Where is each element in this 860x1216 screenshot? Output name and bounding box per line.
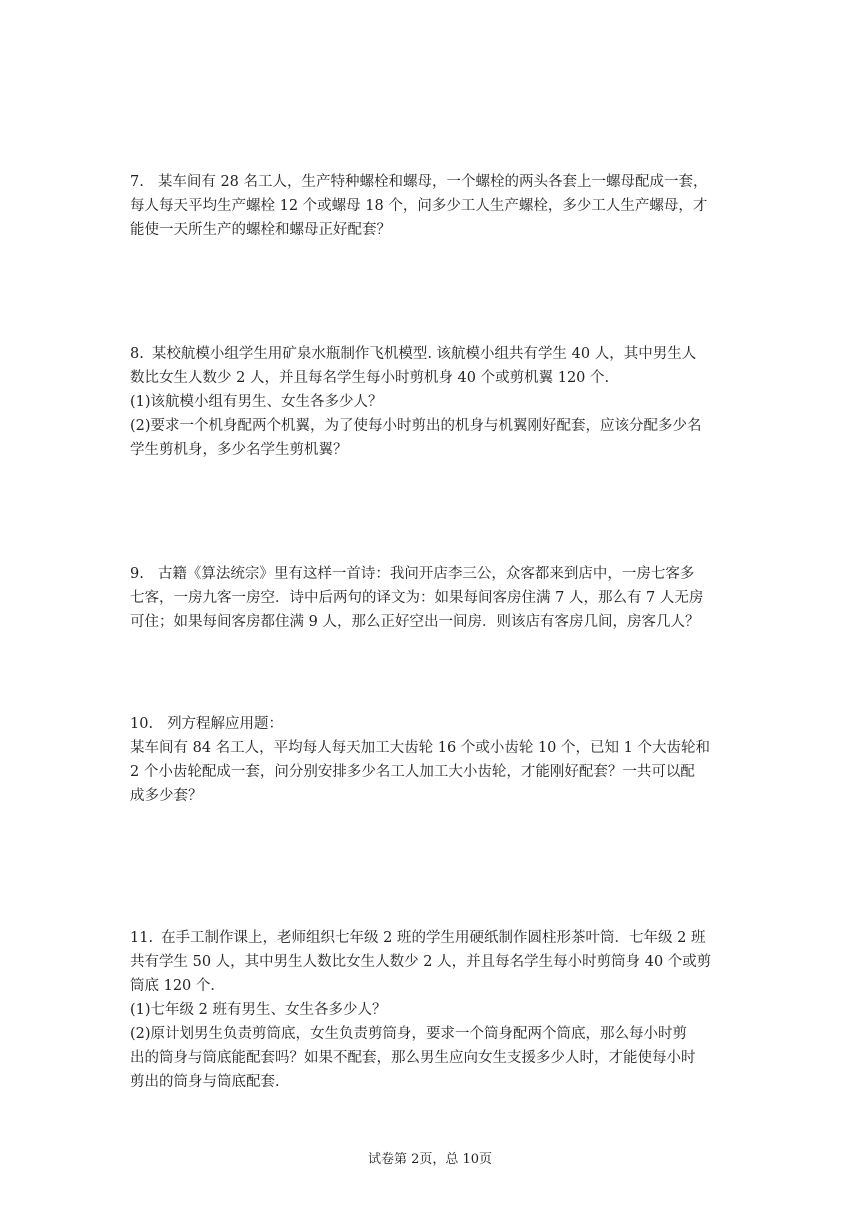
- problem-10-line-3: 2 个小齿轮配成一套，问分别安排多少名工人加工大小齿轮，才能刚好配套？一共可以配: [130, 764, 695, 780]
- problem-7: [130, 170, 730, 242]
- problem-11: [130, 926, 730, 1094]
- problem-8-subquestion-2: (2)要求一个机身配两个机翼，为了使每小时剪出的机身与机翼刚好配套，应该分配多少名: [130, 418, 702, 434]
- problem-number: 11.: [130, 930, 154, 946]
- problem-number: 7.: [130, 174, 144, 190]
- problem-number: 10.: [130, 716, 154, 732]
- problem-9-line-1: 9. 古籍《算法统宗》里有这样一首诗：我问开店李三公，众客都来到店中，一房七客多: [130, 566, 695, 582]
- problem-11-line-2: 共有学生 50 人，其中男生人数比女生人数少 2 人，并且每名学生每小时剪筒身 40 个或剪: [130, 954, 712, 970]
- problem-8-subquestion-1: (1)该航模小组有男生、女生各多少人？: [130, 394, 383, 410]
- problem-10-line-4: 成多少套？: [130, 788, 203, 804]
- problem-11-subquestion-1: (1)七年级 2 班有男生、女生各多少人？: [130, 1002, 387, 1018]
- problem-number: 8.: [130, 346, 144, 362]
- problem-number: 9.: [130, 566, 144, 582]
- problem-7-line-2: 每人每天平均生产螺栓 12 个或螺母 18 个，问多少工人生产螺栓，多少工人生产螺母，才: [130, 198, 708, 214]
- problem-9: [130, 562, 730, 634]
- problem-11-subquestion-2: (2)原计划男生负责剪筒底，女生负责剪筒身，要求一个筒身配两个筒底，那么每小时剪: [130, 1026, 688, 1042]
- problem-10-line-1: 10. 列方程解应用题：: [130, 716, 284, 732]
- page-footer: 试卷第 2页，总 10页: [367, 1152, 493, 1167]
- problem-9-line-3: 可住；如果每间客房都住满 9 人，那么正好空出一间房．则该店有客房几间，房客几人？: [130, 614, 700, 630]
- problem-11-line-1: 11. 在手工制作课上，老师组织七年级 2 班的学生用硬纸制作圆柱形茶叶筒．七年级 2 班: [130, 930, 706, 946]
- problem-10-line-2: 某车间有 84 名工人，平均每人每天加工大齿轮 16 个或小齿轮 10 个，已知 1 个大齿轮和: [130, 740, 710, 756]
- problem-7-line-1: 7. 某车间有 28 名工人，生产特种螺栓和螺母，一个螺栓的两头各套上一螺母配成一套，: [130, 174, 708, 190]
- problem-11-line-3: 筒底 120 个．: [130, 978, 225, 994]
- problem-11-line-7: 剪出的筒身与筒底配套.: [130, 1074, 280, 1090]
- problem-7-line-3: 能使一天所生产的螺栓和螺母正好配套？: [130, 222, 391, 238]
- problem-11-line-6: 出的筒身与筒底能配套吗？如果不配套，那么男生应向女生支援多少人时，才能使每小时: [130, 1050, 696, 1066]
- problem-8-line-5: 学生剪机身，多少名学生剪机翼？: [130, 442, 348, 458]
- problem-8-line-2: 数比女生人数少 2 人，并且每名学生每小时剪机身 40 个或剪机翼 120 个.: [130, 370, 610, 386]
- problem-10: [130, 712, 730, 808]
- problem-8-line-1: 8. 某校航模小组学生用矿泉水瓶制作飞机模型. 该航模小组共有学生 40 人，其中男生人: [130, 346, 697, 362]
- problem-9-line-2: 七客，一房九客一房空．诗中后两句的译文为：如果每间客房住满 7 人，那么有 7 人无房: [130, 590, 704, 606]
- problem-8: [130, 342, 730, 462]
